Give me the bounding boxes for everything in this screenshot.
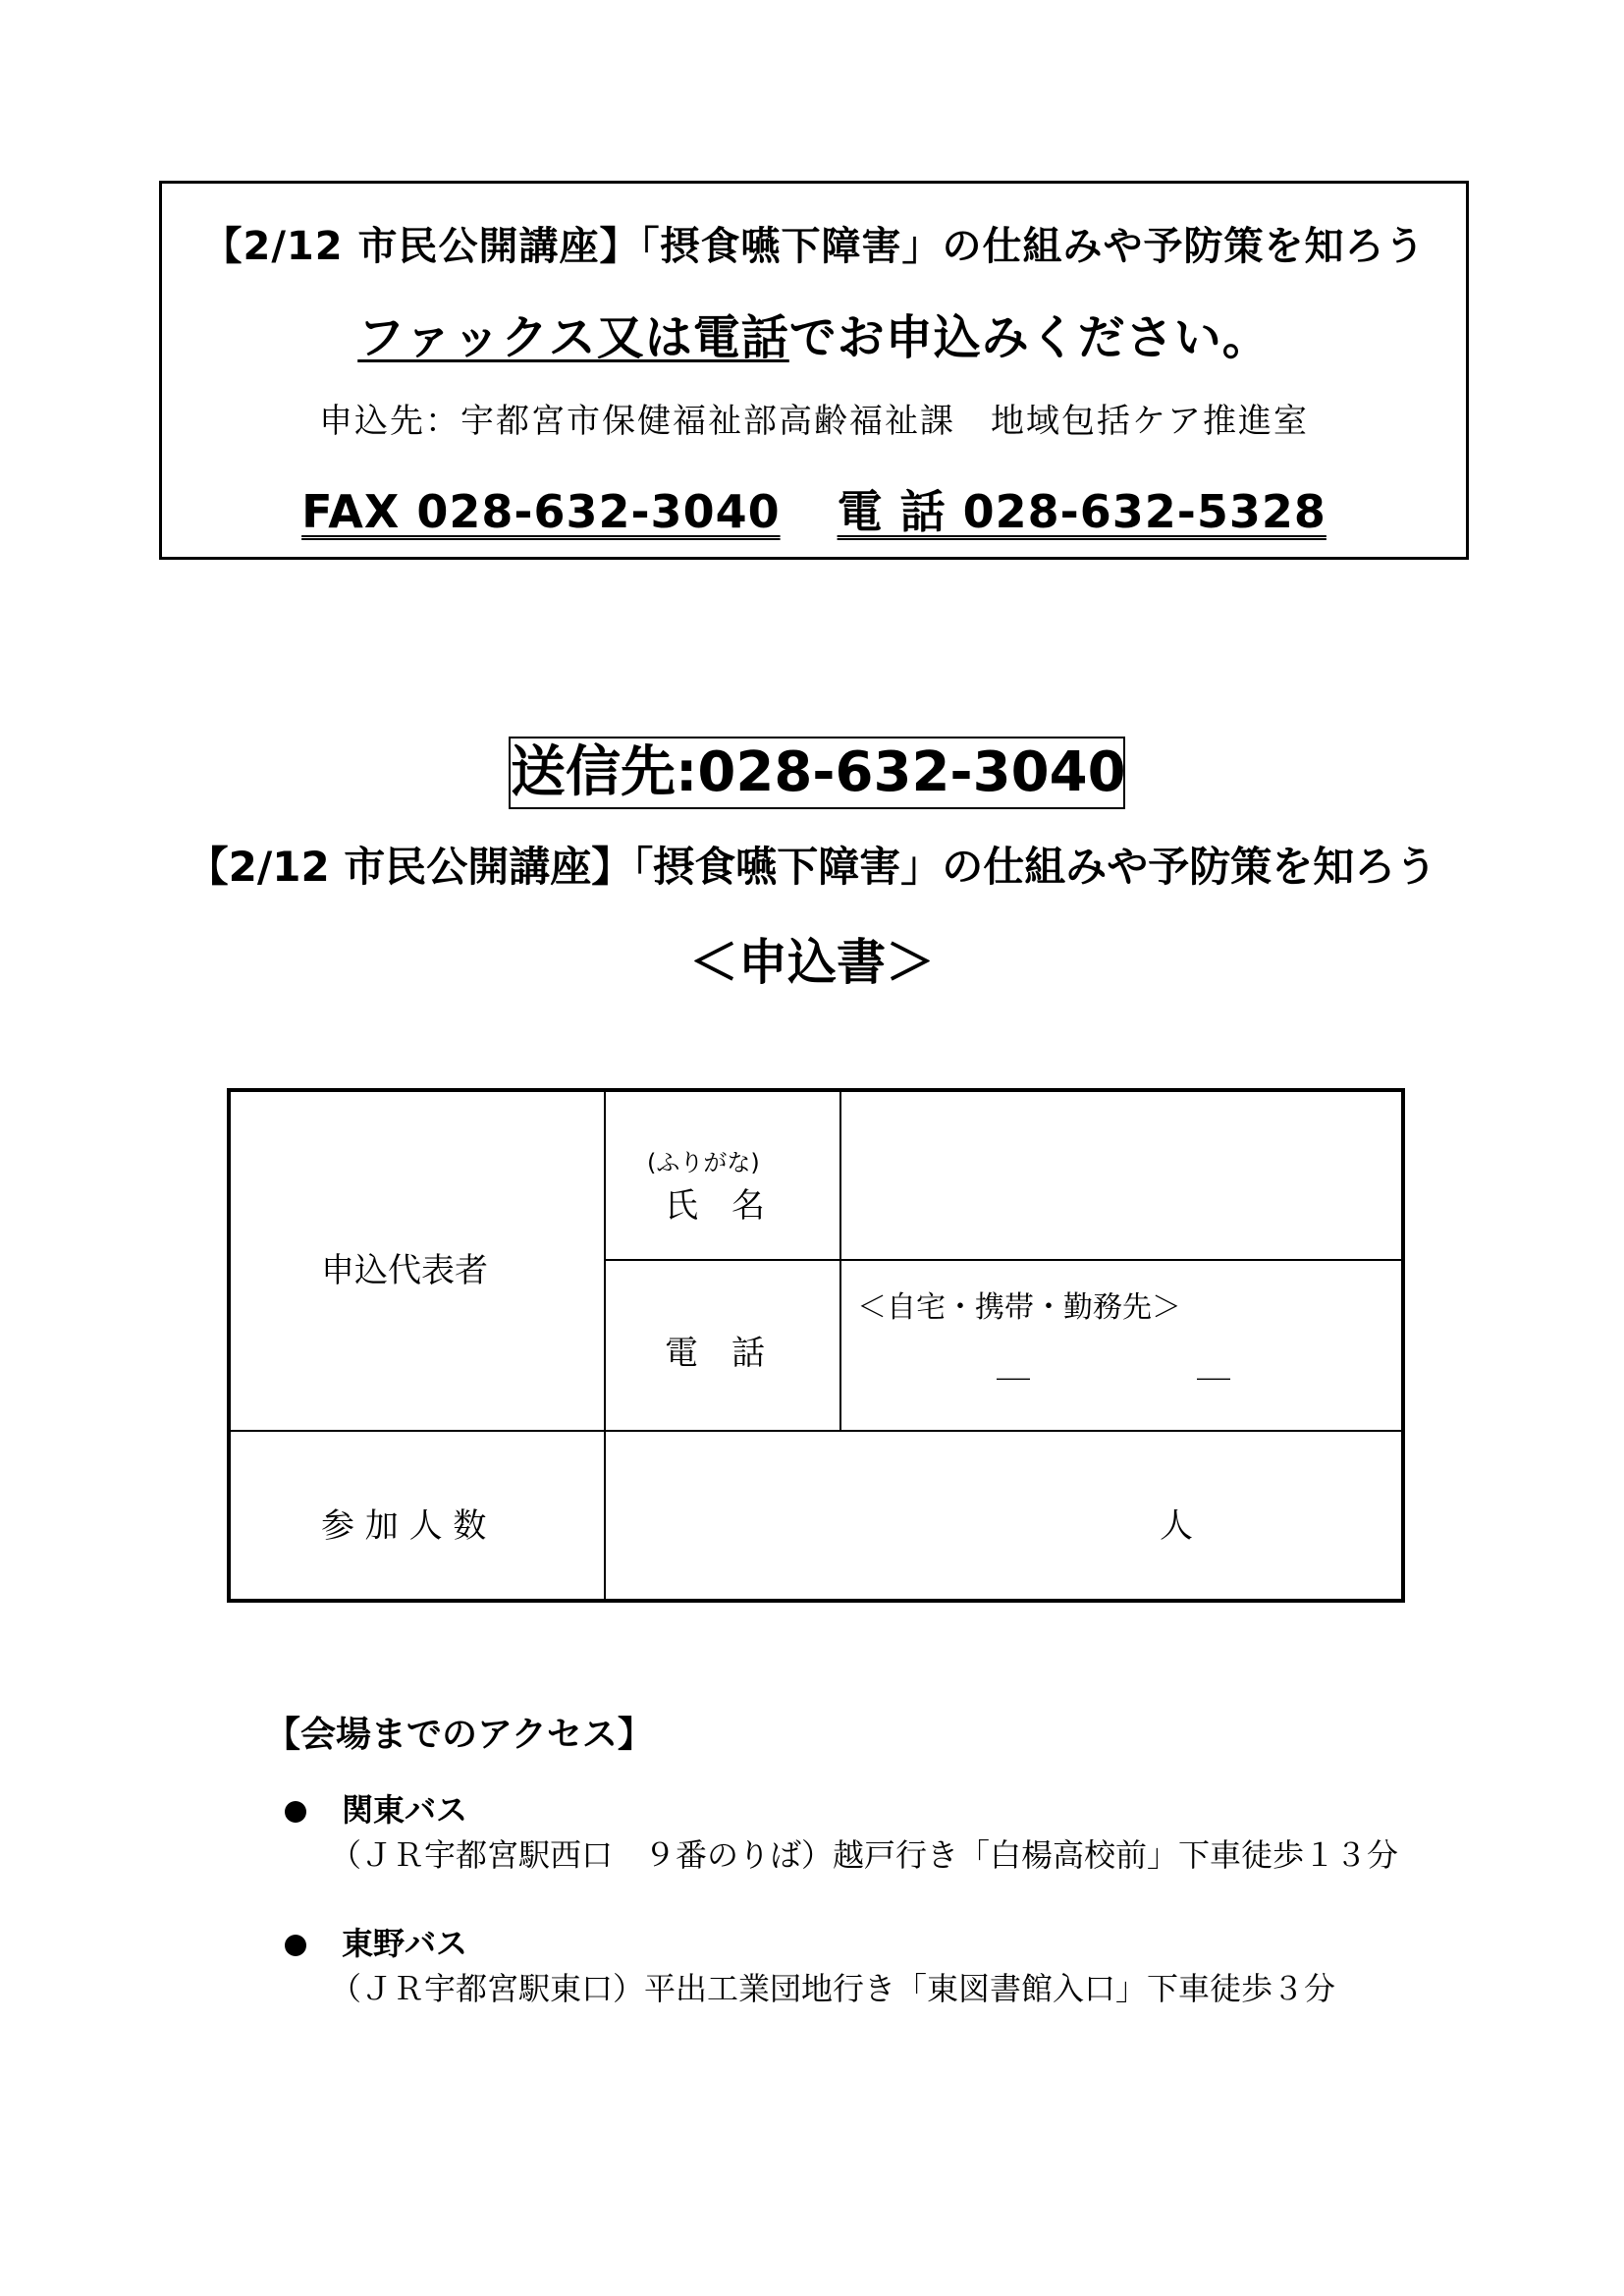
table-divider	[604, 1092, 606, 1599]
form-subtitle: ＜申込書＞	[689, 934, 935, 991]
form-title: 【2/12 市民公開講座】「摂食嚥下障害」の仕組みや予防策を知ろう	[187, 843, 1437, 891]
table-divider	[839, 1092, 841, 1430]
route-name: 関東バス	[342, 1791, 468, 1829]
name-field[interactable]	[849, 1098, 1393, 1253]
phone-type-options[interactable]: ＜自宅・携帯・勤務先＞	[857, 1290, 1181, 1325]
route-name: 東野バス	[342, 1925, 468, 1962]
route-detail: （ＪＲ宇都宮駅東口）平出工業団地行き「東図書館入口」下車徒歩３分	[330, 1970, 1336, 2007]
bullet-icon	[285, 1801, 306, 1823]
application-form-table	[227, 1088, 1405, 1603]
route-detail: （ＪＲ宇都宮駅西口 ９番のりば）越戸行き「白楊高校前」下車徒歩１３分	[330, 1836, 1399, 1874]
bullet-icon	[285, 1935, 306, 1956]
phone-dash: ＿	[997, 1345, 1030, 1385]
route-item	[285, 1919, 467, 1964]
send-to-fax: 送信先:028-632-3040	[509, 737, 1125, 809]
apply-instruction	[162, 300, 1466, 367]
phone-dash: ＿	[1197, 1345, 1230, 1385]
name-label: 氏 名	[665, 1186, 765, 1226]
application-destination: 申込先：宇都宮市保健福祉部高齢福祉課 地域包括ケア推進室	[319, 402, 1309, 441]
fax-number: FAX 028-632-3040	[301, 485, 781, 538]
participants-label: 参 加 人 数	[321, 1506, 487, 1546]
apply-rest: でお申込みください。	[788, 310, 1271, 365]
representative-label: 申込代表者	[321, 1251, 488, 1290]
contact-numbers	[162, 476, 1466, 541]
phone-field[interactable]	[849, 1328, 1393, 1422]
access-heading: 【会場までのアクセス】	[265, 1715, 653, 1755]
route-item	[285, 1785, 467, 1831]
table-divider	[231, 1430, 1401, 1432]
participants-unit: 人	[1160, 1506, 1193, 1546]
phone-label: 電 話	[665, 1334, 765, 1373]
phone-number: 電 話 028-632-5328	[837, 485, 1326, 538]
furigana-label: (ふりがな)	[647, 1149, 760, 1176]
table-divider	[604, 1259, 1401, 1261]
application-notice-box	[159, 181, 1469, 560]
participants-field[interactable]	[614, 1438, 1395, 1591]
notice-title: 【2/12 市民公開講座】「摂食嚥下障害」の仕組みや予防策を知ろう	[202, 224, 1426, 269]
apply-method: ファックス又は電話	[357, 310, 789, 365]
